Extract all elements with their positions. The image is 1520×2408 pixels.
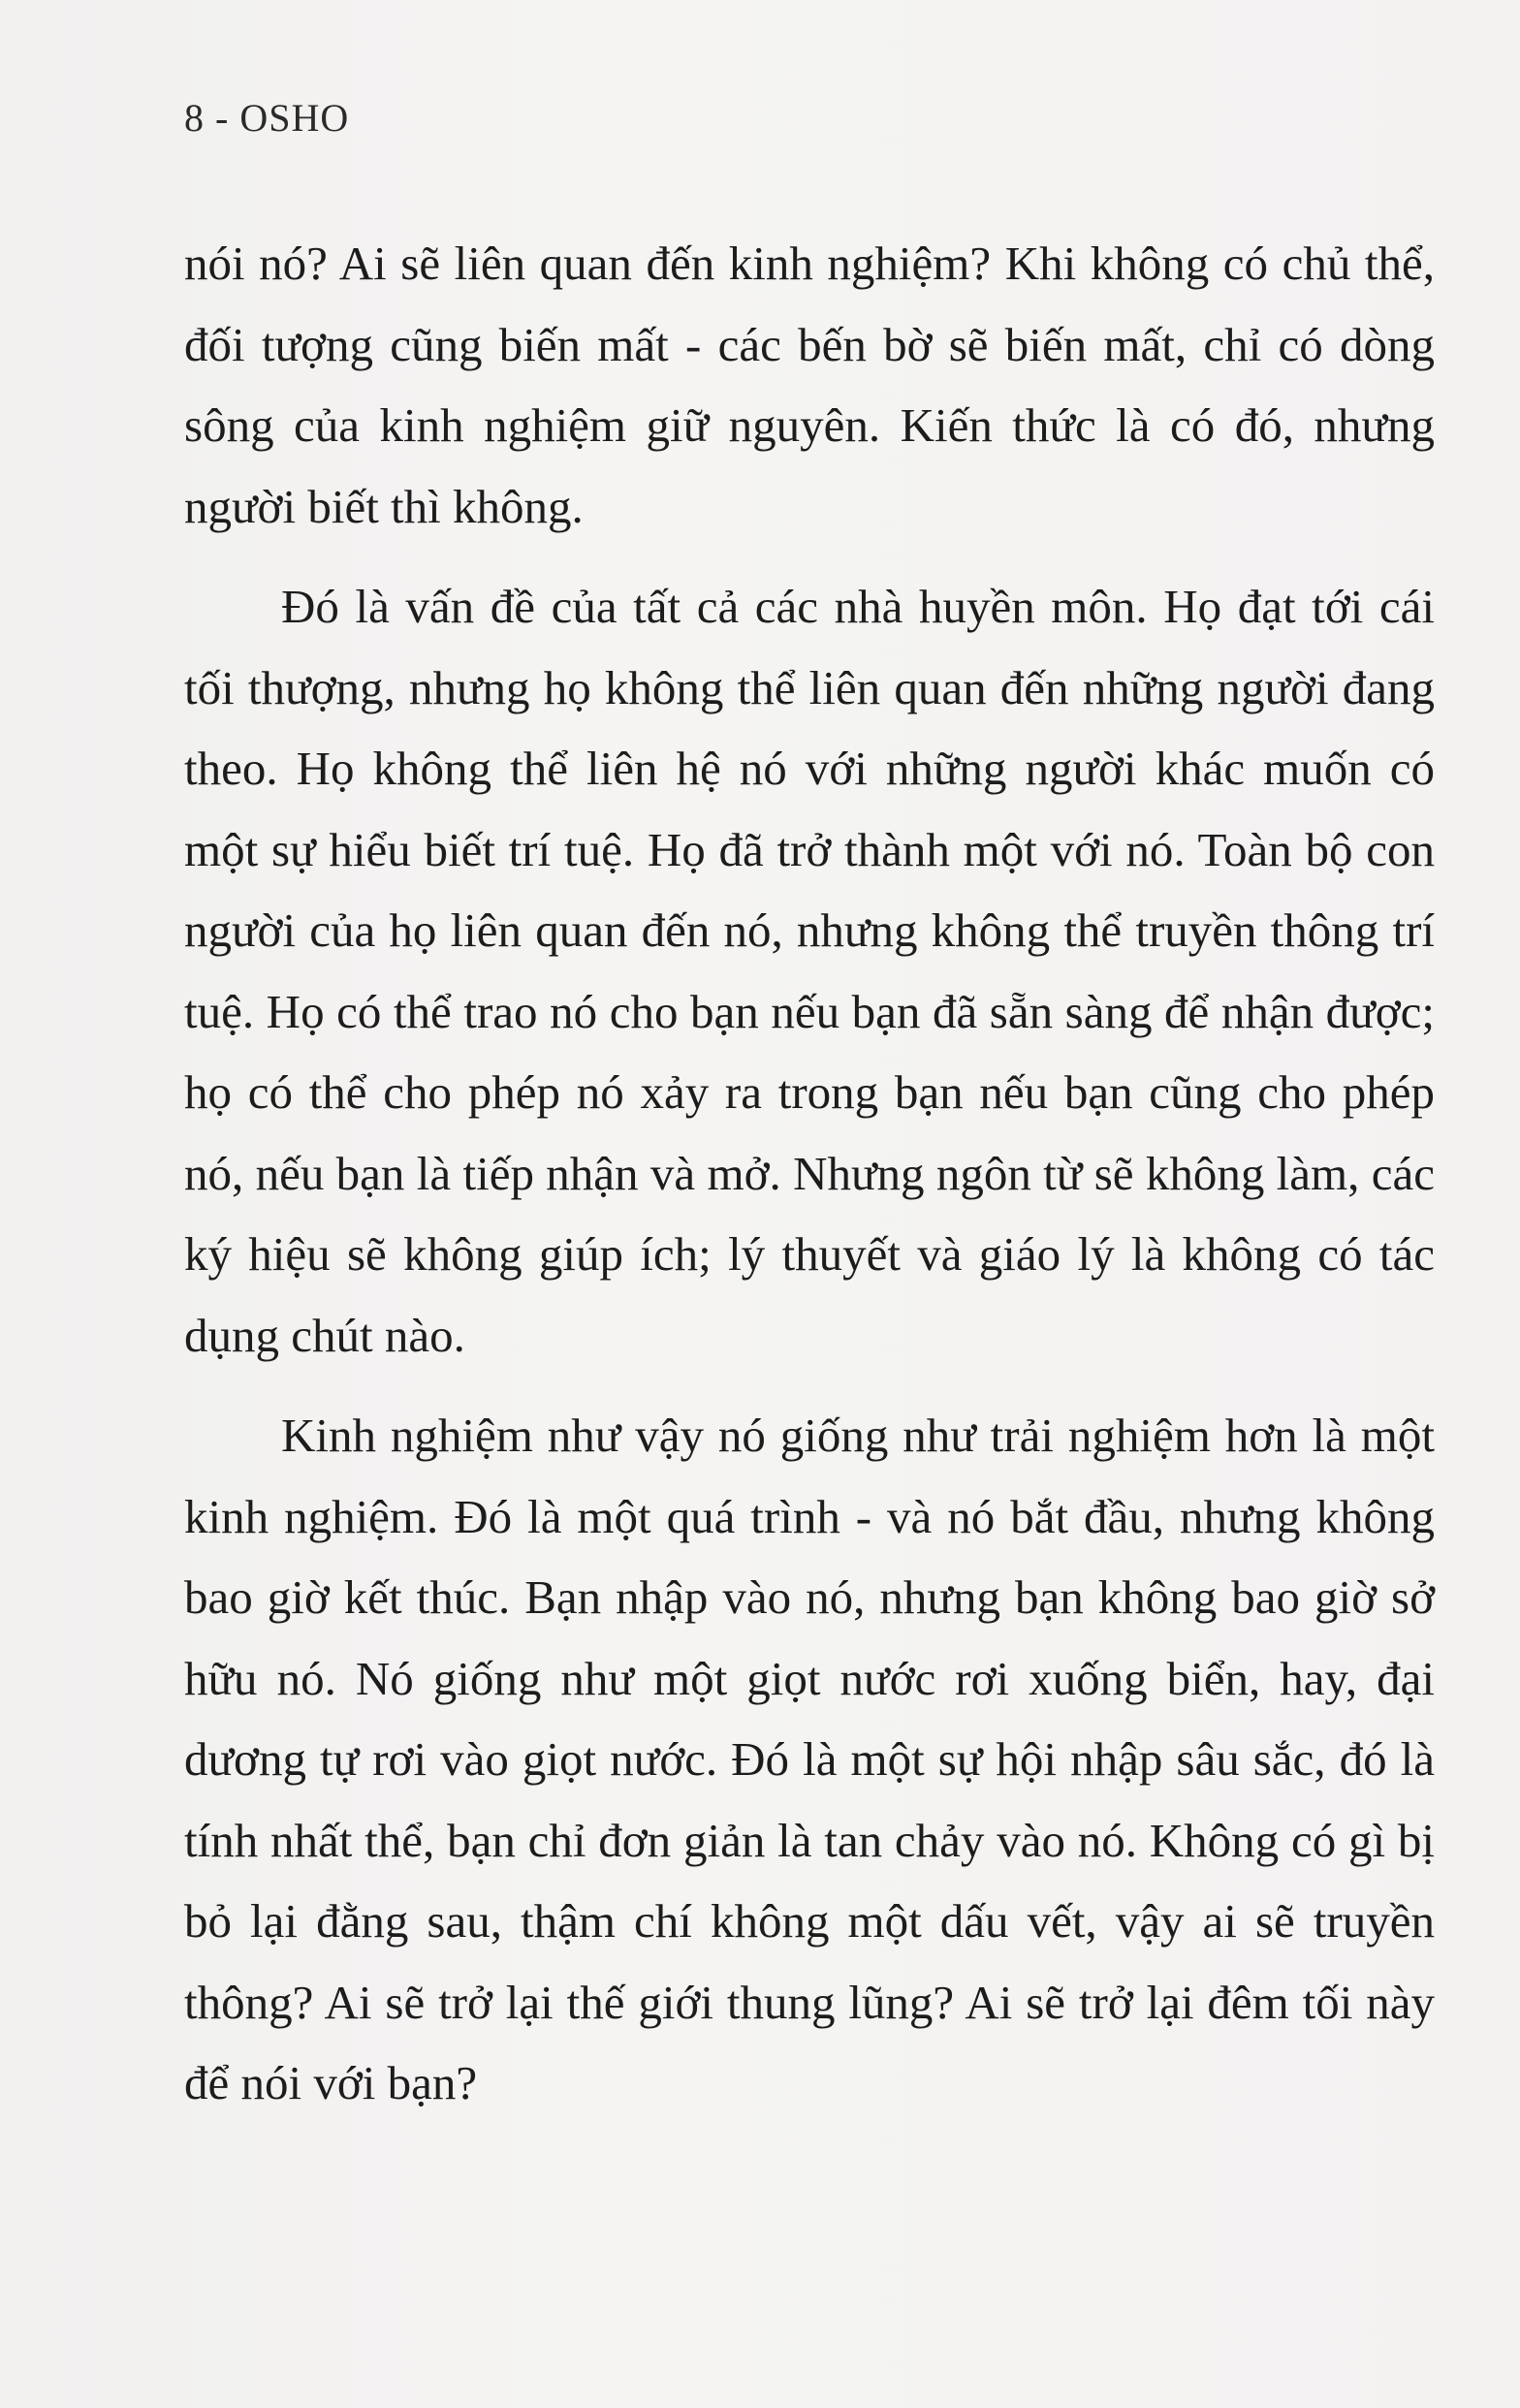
body-text xyxy=(184,223,1435,2124)
paragraph-1: nói nó? Ai sẽ liên quan đến kinh nghiệm? Khi không có chủ thể, đối tượng cũng biến mất - các bến bờ sẽ biến mất, chỉ có dòng sông của kinh nghiệm giữ nguyên. Kiến thức là có đó, nhưng người biết thì không. xyxy=(184,237,1435,533)
paragraph-2: Đó là vấn đề của tất cả các nhà huyền môn. Họ đạt tới cái tối thượng, nhưng họ không thể liên quan đến những người đang theo. Họ không thể liên hệ nó với những người khác muốn có một sự hiểu biết trí tuệ. Họ đã trở thành một với nó. Toàn bộ con người của họ liên quan đến nó, nhưng không thể truyền thông trí tuệ. Họ có thể trao nó cho bạn nếu bạn đã sẵn sàng để nhận được; họ có thể cho phép nó xảy ra trong bạn nếu bạn cũng cho phép nó, nếu bạn là tiếp nhận và mở. Nhưng ngôn từ sẽ không làm, các ký hiệu sẽ không giúp ích; lý thuyết và giáo lý là không có tác dụng chút nào. xyxy=(184,580,1435,1362)
running-head: 8 - OSHO xyxy=(184,96,350,140)
paragraph-3: Kinh nghiệm như vậy nó giống như trải nghiệm hơn là một kinh nghiệm. Đó là một quá trình - và nó bắt đầu, nhưng không bao giờ kết thúc. Bạn nhập vào nó, nhưng bạn không bao giờ sở hữu nó. Nó giống như một giọt nước rơi xuống biển, hay, đại dương tự rơi vào giọt nước. Đó là một sự hội nhập sâu sắc, đó là tính nhất thể, bạn chỉ đơn giản là tan chảy vào nó. Không có gì bị bỏ lại đằng sau, thậm chí không một dấu vết, vậy ai sẽ truyền thông? Ai sẽ trở lại thế giới thung lũng? Ai sẽ trở lại đêm tối này để nói với bạn? xyxy=(184,1409,1435,2109)
